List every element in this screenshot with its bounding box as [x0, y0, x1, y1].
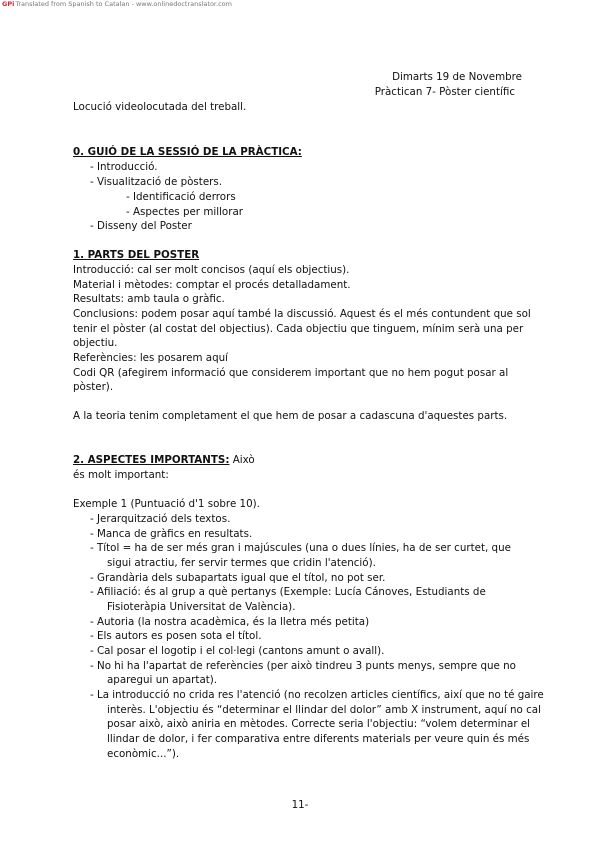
- list-item: - Aspectes per millorar: [126, 206, 244, 218]
- section-2-heading: 2. ASPECTES IMPORTANTS:: [73, 454, 230, 466]
- list-item: - La introducció no crida res l'atenció (no recolzen articles científics, així que no té gaire: [90, 689, 544, 701]
- list-item-continuation: posar això, això aniria en mètodes. Correcte seria l'objectiu: “volem determinar el: [107, 718, 531, 730]
- text-line: Material i mètodes: comptar el procés detalladament.: [73, 279, 351, 291]
- text-line: Referències: les posarem aquí: [73, 352, 229, 364]
- list-item-continuation: econòmic...”).: [107, 748, 180, 760]
- text-line: pòster).: [73, 381, 114, 393]
- text-line: objectiu.: [73, 337, 118, 349]
- list-item-continuation: sigui atractiu, fer servir termes que cridin l'atenció).: [107, 557, 376, 569]
- list-item-continuation: interès. L'objectiu és “determinar el llindar del dolor” amb X instrument, aquí no cal: [107, 704, 541, 716]
- list-item: - Manca de gràfics en resultats.: [90, 528, 253, 540]
- translation-banner-text: Translated from Spanish to Catalan - www.onlinedoctranslator.com: [15, 0, 232, 8]
- section-0-heading: 0. GUIÓ DE LA SESSIÓ DE LA PRÀCTICA:: [73, 146, 302, 158]
- text-line: Conclusions: podem posar aquí també la discussió. Aquest és el més contundent que sol: [73, 308, 531, 320]
- text-line: A la teoria tenim completament el que hem de posar a cadascuna d'aquestes parts.: [73, 410, 508, 422]
- text-line: tenir el pòster (al costat del objectius). Cada objectiu que tinguem, mínim serà una per: [73, 323, 524, 335]
- text-line: Resultats: amb taula o gràfic.: [73, 293, 225, 305]
- section-1-heading: 1. PARTS DEL POSTER: [73, 249, 200, 261]
- list-item: - Afiliació: és al grup a què pertanys (Exemple: Lucía Cánoves, Estudiants de: [90, 586, 486, 598]
- translation-banner: [2, 0, 232, 9]
- list-item: - Títol = ha de ser més gran i majúscules (una o dues línies, ha de ser curtet, que: [90, 542, 511, 554]
- list-item-continuation: llindar de dolor, i fer comparativa entre diferents materials per veure quin és més: [107, 733, 530, 745]
- list-item: - No hi ha l'apartat de referències (per això tindreu 3 punts menys, sempre que no: [90, 660, 516, 672]
- text-line: Introducció: cal ser molt concisos (aquí els objectius).: [73, 264, 350, 276]
- list-item-continuation: Fisioteràpia Universitat de València).: [107, 601, 296, 613]
- section-2-heading-tail: Això: [232, 454, 255, 466]
- list-item: - Jerarquització dels textos.: [90, 513, 231, 525]
- header-date: Dimarts 19 de Novembre: [392, 71, 522, 83]
- list-item: - Introducció.: [90, 161, 158, 173]
- intro-text: Locució videolocutada del treball.: [73, 101, 247, 113]
- section-2-heading-line: [73, 453, 255, 468]
- header-title: Pràctican 7- Pòster científic: [374, 86, 515, 98]
- list-item: - Els autors es posen sota el títol.: [90, 630, 262, 642]
- list-item: - Grandària dels subapartats igual que el títol, no pot ser.: [90, 572, 386, 584]
- translator-logo: GPi: [2, 0, 15, 8]
- list-item: - Identificació derrors: [126, 191, 236, 203]
- text-line: Codi QR (afegirem informació que considerem important que no hem pogut posar al: [73, 367, 509, 379]
- text-line: és molt important:: [73, 469, 169, 481]
- list-item: - Visualització de pòsters.: [90, 176, 223, 188]
- list-item-continuation: aparegui un apartat).: [107, 674, 218, 686]
- list-item: - Autoria (la nostra acadèmica, és la lletra més petita): [90, 616, 370, 628]
- list-item: - Cal posar el logotip i el col·legi (cantons amunt o avall).: [90, 645, 385, 657]
- example-label: Exemple 1 (Puntuació d'1 sobre 10).: [73, 498, 260, 510]
- list-item: - Disseny del Poster: [90, 220, 192, 232]
- page-number: 11-: [291, 799, 309, 811]
